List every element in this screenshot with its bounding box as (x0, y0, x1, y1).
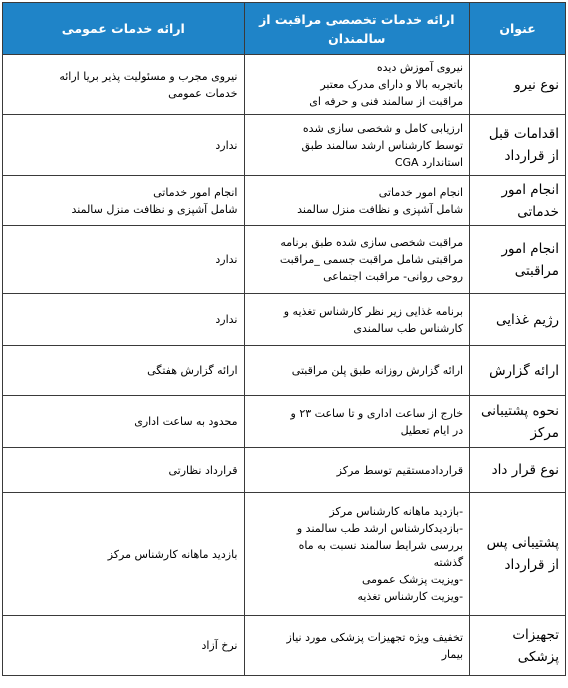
row-specialized: برنامه غذایی زیر نظر کارشناس تغذیه و کارشناس طب سالمندی (244, 294, 470, 346)
row-general: ارائه گزارش هفتگی (3, 346, 245, 396)
header-specialized: ارائه خدمات تخصصی مراقبت از سالمندان (244, 3, 470, 55)
row-title: تجهیزات پزشکی (470, 616, 566, 676)
row-title: پشتیبانی پس از قرارداد (470, 493, 566, 616)
row-specialized: انجام امور خدماتی شامل آشپزی و نظافت منزل سالمند (244, 176, 470, 226)
row-title: نوع قرار داد (470, 448, 566, 493)
row-specialized: ارائه گزارش روزانه طبق پلن مراقبتی (244, 346, 470, 396)
row-title: انجام امور خدماتی (470, 176, 566, 226)
table-row (3, 115, 566, 176)
row-title: نحوه پشتیبانی مرکز (470, 396, 566, 448)
row-general: نیروی مجرب و مسئولیت پذیر بریا ارائه خدمات عمومی (3, 55, 245, 115)
row-general: انجام امور خدماتی شامل آشپزی و نظافت منزل سالمند (3, 176, 245, 226)
row-specialized: خارج از ساعت اداری و تا ساعت ۲۳ و در ایام تعطیل (244, 396, 470, 448)
row-title: نوع نیرو (470, 55, 566, 115)
row-general: قرارداد نظارتی (3, 448, 245, 493)
table-row (3, 346, 566, 396)
header-general: ارائه خدمات عمومی (3, 3, 245, 55)
row-general: نرخ آزاد (3, 616, 245, 676)
row-title: رژیم غذایی (470, 294, 566, 346)
row-title: انجام امور مراقبتی (470, 226, 566, 294)
row-title: اقدامات قبل از قرارداد (470, 115, 566, 176)
row-specialized: قراردادمستقیم توسط مرکز (244, 448, 470, 493)
table-row (3, 616, 566, 676)
row-general: ندارد (3, 115, 245, 176)
row-general: محدود به ساعت اداری (3, 396, 245, 448)
table-row (3, 176, 566, 226)
table-row (3, 493, 566, 616)
row-specialized: -بازدید ماهانه کارشناس مرکز -بازدیدکارشناس ارشد طب سالمند و بررسی شرایط سالمند نسبت به ماه گذشته -ویزیت پزشک عمومی -ویزیت کارشناس تغذیه (244, 493, 470, 616)
table-row (3, 55, 566, 115)
header-row (3, 3, 566, 55)
row-specialized: نیروی آموزش دیده باتجربه بالا و دارای مدرک معتبر مراقبت از سالمند فنی و حرفه ای (244, 55, 470, 115)
row-general: ندارد (3, 294, 245, 346)
table-row (3, 226, 566, 294)
row-specialized: تخفیف ویژه تجهیزات پزشکی مورد نیاز بیمار (244, 616, 470, 676)
comparison-table (2, 2, 566, 676)
table-row (3, 448, 566, 493)
table-row (3, 396, 566, 448)
row-specialized: مراقبت شخصی سازی شده طبق برنامه مراقبتی شامل مراقبت جسمی _مراقبت روحی روانی- مراقبت اجتماعی (244, 226, 470, 294)
row-general: ندارد (3, 226, 245, 294)
table-row (3, 294, 566, 346)
header-title: عنوان (470, 3, 566, 55)
row-general: بازدید ماهانه کارشناس مرکز (3, 493, 245, 616)
row-specialized: ارزیابی کامل و شخصی سازی شده توسط کارشناس ارشد سالمند طبق استاندارد CGA (244, 115, 470, 176)
row-title: ارائه گزارش (470, 346, 566, 396)
